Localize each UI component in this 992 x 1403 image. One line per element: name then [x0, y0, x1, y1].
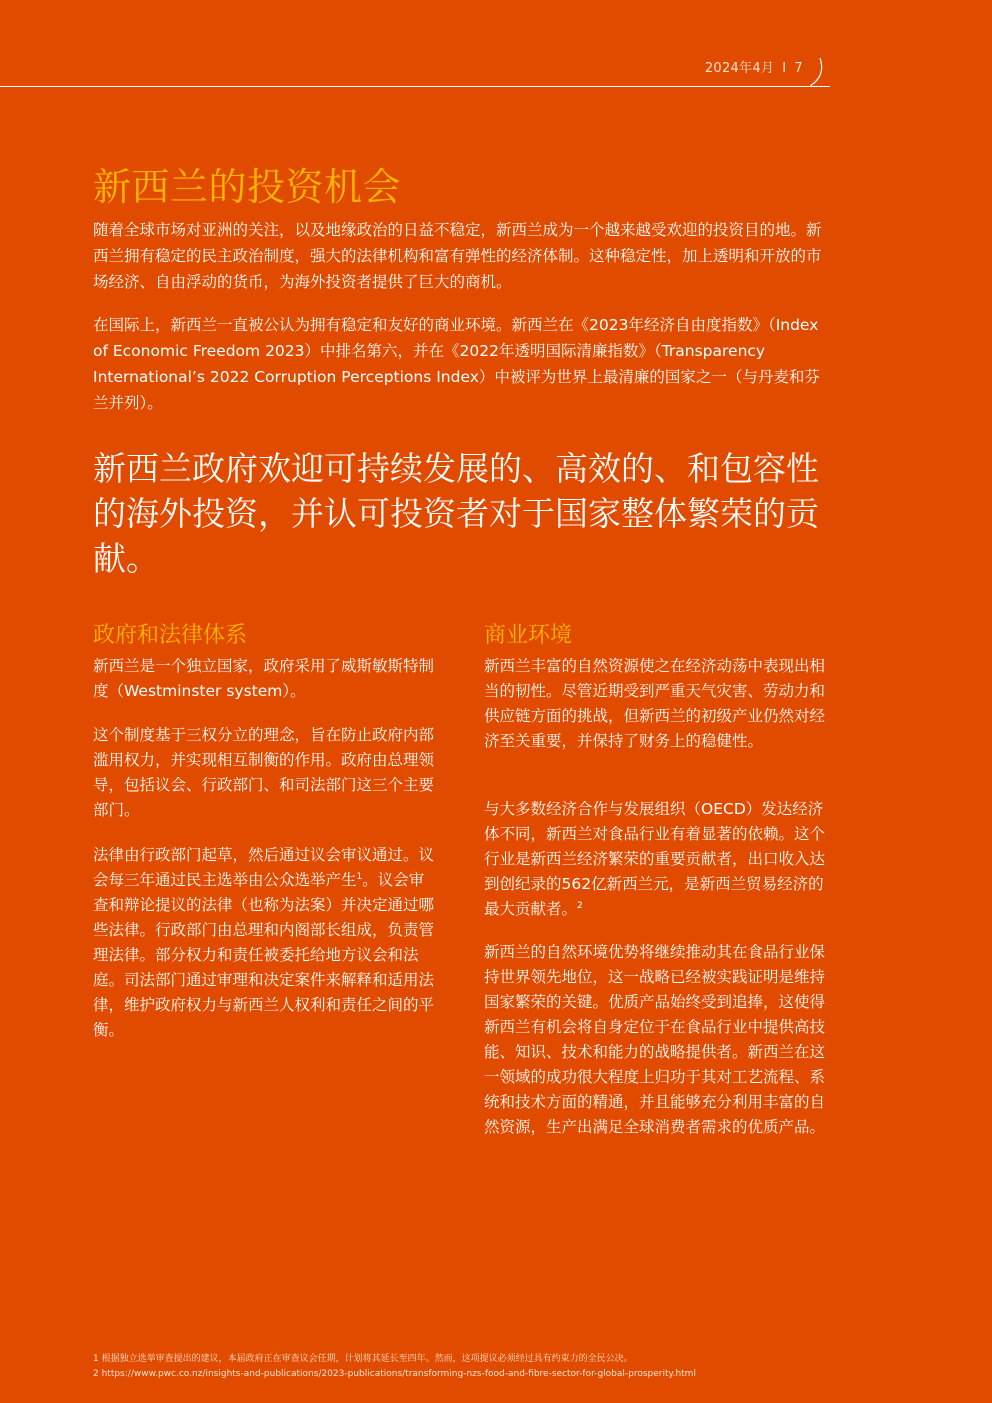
footnote-1: 1 根据独立选举审查提出的建议，本届政府正在审查议会任期，计划将其延长至四年。然而，这项提议必须经过具有约束力的全民公决。 — [93, 1354, 633, 1364]
page-title: 新西兰的投资机会 — [93, 165, 402, 209]
intro-paragraph-2: 在国际上，新西兰一直被公认为拥有稳定和友好的商业环境。新西兰在《2023年经济自由度指数》（Index of Economic Freedom 2023）中排名第六，并在《2022年透明国际清廉指数》（Transparency International’s 2022 Corruption Perceptions Index）中被评为世界上最清廉的国家之一（与丹麦和芬兰并列）。 — [93, 316, 820, 412]
pull-quote: 新西兰政府欢迎可持续发展的、高效的、和包容性的海外投资，并认可投资者对于国家整体繁荣的贡献。 — [93, 449, 819, 578]
header-curve-decoration — [810, 58, 828, 87]
business-paragraph-1: 新西兰丰富的自然资源使之在经济动荡中表现出相当的韧性。尽管近期受到严重天气灾害、劳动力和供应链方面的挑战，但新西兰的初级产业仍然对经济至关重要，并保持了财务上的稳健性。 — [484, 657, 826, 750]
government-paragraph-2: 这个制度基于三权分立的理念，旨在防止政府内部滥用权力，并实现相互制衡的作用。政府由总理领导，包括议会、行政部门、和司法部门这三个主要部门。 — [93, 726, 435, 819]
government-paragraph-3-part-1: 法律由行政部门起草，然后通过议会审议通过。议会每三年通过民主选举由公众选举产生 — [93, 846, 435, 889]
footnote-2: 2 https://www.pwc.co.nz/insights-and-publications/2023-publications/transforming-nzs-food-and-fibre-sector-for-global-prosperity.html — [93, 1369, 696, 1379]
government-paragraph-3-part-2: 。议会审查和辩论提议的法律（也称为法案）并决定通过哪些法律。行政部门由总理和内阁部长组成，负责管理法律。部分权力和责任被委托给地方议会和法庭。司法部门通过审理和决定案件来解释和适用法律，维护政府权力与新西兰人权利和责任之间的平衡。 — [93, 871, 435, 1039]
business-paragraph-2 — [484, 797, 829, 922]
intro-paragraph-1: 随着全球市场对亚洲的关注，以及地缘政治的日益不稳定，新西兰成为一个越来越受欢迎的投资目的地。新西兰拥有稳定的民主政治制度，强大的法律机构和富有弹性的经济体制。这种稳定性，加上透明和开放的市场经济、自由浮动的货币，为海外投资者提供了巨大的商机。 — [93, 221, 822, 291]
section-heading-business: 商业环境 — [484, 623, 573, 648]
footnote-ref-2: 2 — [577, 900, 583, 911]
footnotes — [93, 1352, 813, 1382]
government-paragraph-1: 新西兰是一个独立国家，政府采用了威斯敏斯特制度（Westminster system）。 — [93, 657, 435, 700]
header-separator: I — [782, 61, 787, 76]
government-paragraph-3 — [93, 843, 438, 1043]
footnote-ref-1: 1 — [356, 871, 363, 882]
business-paragraph-3: 新西兰的自然环境优势将继续推动其在食品行业保持世界领先地位，这一战略已经被实践证明是维持国家繁荣的关键。优质产品始终受到追捧，这使得新西兰有机会将自身定位于在食品行业中提供高技能、知识、技术和能力的战略提供者。新西兰在这一领域的成功很大程度上归功于其对工艺流程、系统和技术方面的精通，并且能够充分利用丰富的自然资源，生产出满足全球消费者需求的优质产品。 — [484, 943, 826, 1136]
page-header — [705, 57, 803, 76]
header-rule — [0, 86, 830, 87]
header-date: 2024年4月 — [704, 61, 775, 76]
page-number: 7 — [794, 61, 803, 76]
business-paragraph-2-text: 与大多数经济合作与发展组织（OECD）发达经济体不同，新西兰对食品行业有着显著的依赖。这个行业是新西兰经济繁荣的重要贡献者，出口收入达到创纪录的562亿新西兰元，是新西兰贸易经济的最大贡献者。 — [484, 800, 826, 918]
section-heading-government: 政府和法律体系 — [93, 623, 248, 648]
